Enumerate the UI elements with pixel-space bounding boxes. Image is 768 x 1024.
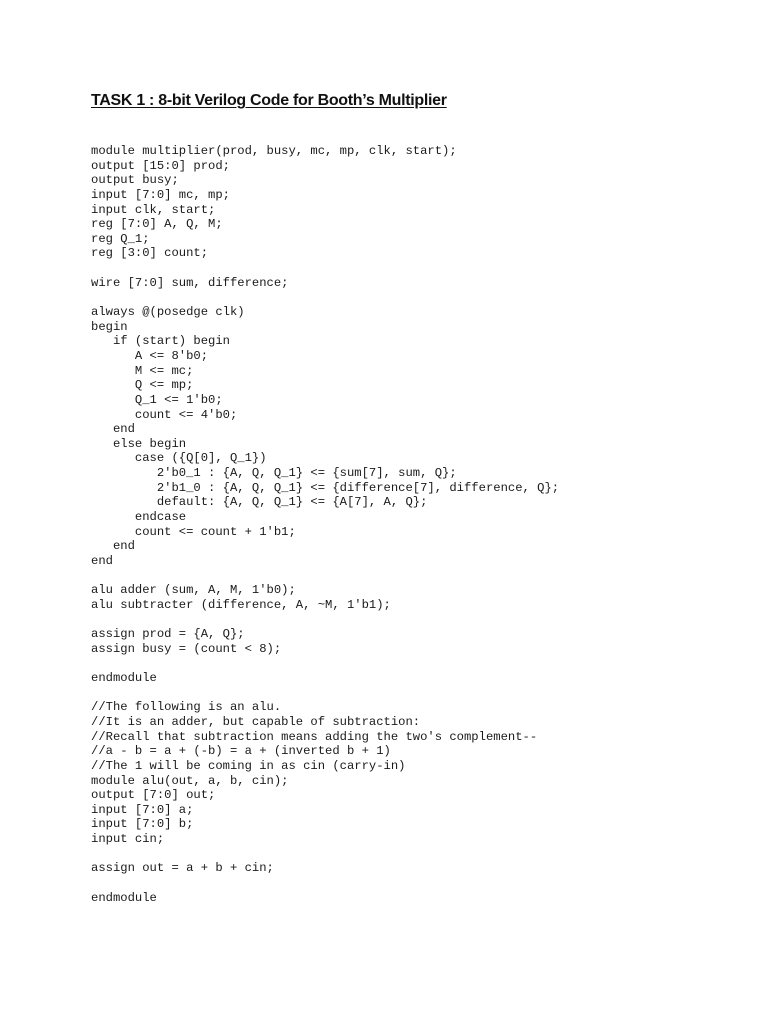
code-line <box>91 261 559 276</box>
code-line: alu adder (sum, A, M, 1'b0); <box>91 583 296 598</box>
code-line: alu subtracter (difference, A, ~M, 1'b1); <box>91 597 391 612</box>
code-line: 2'b1_0 : {A, Q, Q_1} <= {difference[7], difference, Q}; <box>91 480 560 495</box>
code-line: always @(posedge clk) <box>91 305 245 320</box>
code-line: input clk, start; <box>91 202 216 217</box>
code-line: output busy; <box>91 173 179 188</box>
code-line: endmodule <box>91 890 157 905</box>
code-line: //The following is an alu. <box>91 700 282 715</box>
code-line <box>91 847 559 862</box>
code-line: module alu(out, a, b, cin); <box>91 773 289 788</box>
code-line <box>91 569 559 584</box>
code-line: input [7:0] a; <box>91 802 194 817</box>
code-line: count <= count + 1'b1; <box>91 524 296 539</box>
code-line: input [7:0] mc, mp; <box>91 187 230 202</box>
code-line: endmodule <box>91 671 157 686</box>
code-line: //It is an adder, but capable of subtraction: <box>91 714 421 729</box>
code-line: assign prod = {A, Q}; <box>91 627 245 642</box>
code-line: else begin <box>91 436 187 451</box>
code-line: case ({Q[0], Q_1}) <box>91 451 267 466</box>
code-line: wire [7:0] sum, difference; <box>91 275 289 290</box>
code-line: assign out = a + b + cin; <box>91 861 274 876</box>
code-block <box>91 144 559 905</box>
code-line: end <box>91 422 135 437</box>
code-line: output [7:0] out; <box>91 788 216 803</box>
code-line: M <= mc; <box>91 363 194 378</box>
code-line: count <= 4'b0; <box>91 407 238 422</box>
code-line: if (start) begin <box>91 334 230 349</box>
code-line: input cin; <box>91 832 165 847</box>
code-line: Q_1 <= 1'b0; <box>91 392 223 407</box>
code-line: input [7:0] b; <box>91 817 194 832</box>
code-line <box>91 290 559 305</box>
code-line: //Recall that subtraction means adding the two's complement-- <box>91 729 538 744</box>
code-line: end <box>91 553 113 568</box>
code-line: default: {A, Q, Q_1} <= {A[7], A, Q}; <box>91 495 428 510</box>
code-line: reg Q_1; <box>91 231 150 246</box>
code-line: //The 1 will be coming in as cin (carry-in) <box>91 758 406 773</box>
document-title: TASK 1 : 8-bit Verilog Code for Booth’s Multiplier <box>91 92 447 109</box>
code-line: begin <box>91 319 128 334</box>
code-line: end <box>91 539 135 554</box>
code-line: A <= 8'b0; <box>91 348 209 363</box>
code-line: 2'b0_1 : {A, Q, Q_1} <= {sum[7], sum, Q}; <box>91 466 457 481</box>
code-line <box>91 686 559 701</box>
code-line: Q <= mp; <box>91 378 194 393</box>
code-line: output [15:0] prod; <box>91 158 230 173</box>
code-line: reg [3:0] count; <box>91 246 209 261</box>
code-line <box>91 876 559 891</box>
code-line: assign busy = (count < 8); <box>91 641 282 656</box>
code-line <box>91 613 559 628</box>
code-line <box>91 656 559 671</box>
code-line: //a - b = a + (-b) = a + (inverted b + 1) <box>91 744 391 759</box>
code-line: reg [7:0] A, Q, M; <box>91 217 223 232</box>
code-line: endcase <box>91 510 187 525</box>
code-line: module multiplier(prod, busy, mc, mp, clk, start); <box>91 144 457 158</box>
